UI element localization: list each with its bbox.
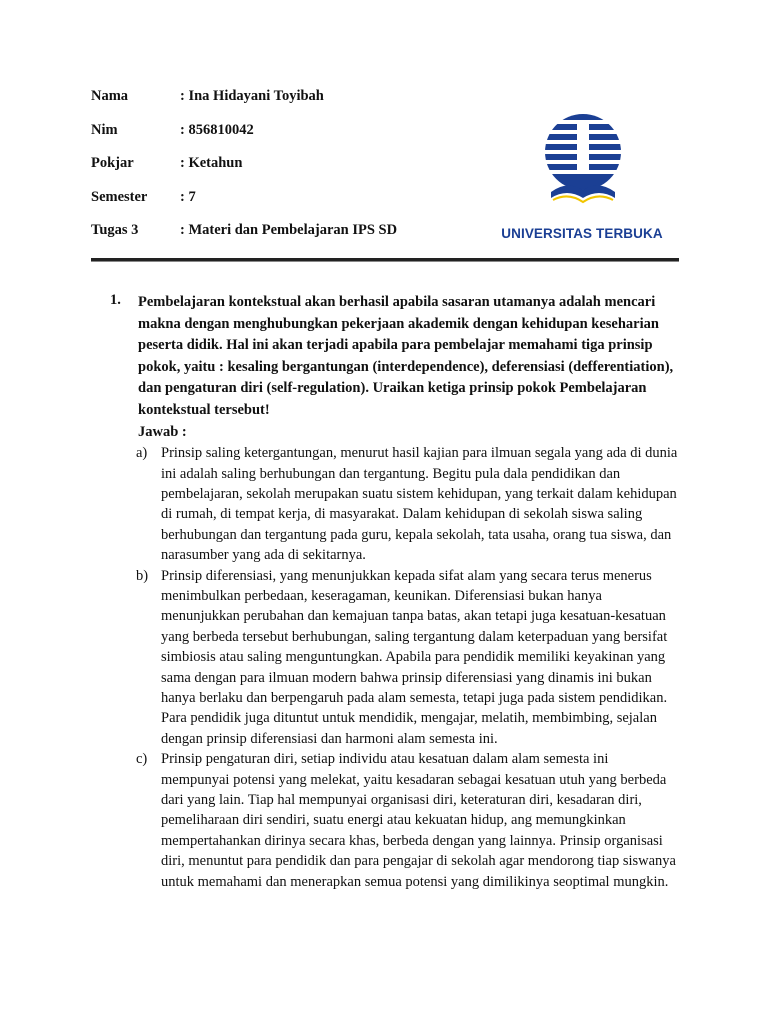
info-label: Nim: [91, 121, 118, 138]
answer-label: Jawab :: [138, 423, 187, 440]
answer-text: Prinsip diferensiasi, yang menunjukkan kepada sifat alam yang secara terus menerus menimbulkan perbedaan, keseragaman, keunikan. Diferensiasi bukan hanya menunjukkan perubahan dan kemajuan tanpa batas, akan tetapi juga kesatuan-kesatuan yang berbeda tersebut berhubungan, saling tergantung dalam keterpaduan yang bersifat simbiosis atau saling menguntungkan. Apabila para pendidik memiliki keyakinan yang sama dengan para ilmuan modern bahwa prinsip diferensiasi yang dinamis ini bukan hanya berlaku dan berpengaruh pada alam semesta, tetapi juga pada sistem pendidikan. Para pendidik juga dituntut untuk mendidik, mengajar, melatih, membimbing, sejalan dengan prinsip diferensiasi dan harmoni alam semesta ini.: [161, 567, 668, 747]
answer-marker: b): [136, 567, 149, 584]
info-value: : 856810042: [180, 121, 254, 138]
answer-text: Prinsip saling ketergantungan, menurut hasil kajian para ilmuan segala yang ada di dunia ini adalah saling berhubungan dan tergantung. Begitu pula dala pendidikan dan pembelajaran, sekolah merupakan suatu sistem kehidupan, yang terkait dalam kehidupan di rumah, di tempat kerja, di masyarakat. Dalam kehidupan di sekolah siswa saling berhubungan dan tergantung pada guru, kepala sekolah, tata usaha, orang tua siswa, dan narasumber yang ada di sekitarnya.: [161, 445, 678, 564]
info-label: Nama: [91, 88, 129, 104]
info-label: Pokjar: [91, 155, 134, 171]
answer-list: [110, 443, 680, 892]
answer-item-a: [136, 443, 680, 565]
answer-item-c: [136, 749, 680, 892]
question-number: 1.: [110, 292, 121, 308]
info-value: : 7: [180, 188, 196, 205]
answer-marker: c): [136, 751, 148, 768]
university-logo: [497, 110, 667, 250]
info-label: Tugas 3: [91, 222, 139, 238]
header-divider: [91, 258, 679, 262]
info-value: : Ina Hidayani Toyibah: [180, 88, 324, 104]
ut-emblem-icon: [543, 110, 623, 220]
answer-item-b: [136, 566, 680, 750]
answer-text: Prinsip pengaturan diri, setiap individu atau kesatuan dalam alam semesta ini mempunyai potensi yang melekat, yaitu kesadaran sebagai kesatuan utuh yang berbeda dari yang lain. Tiap hal mempunyai organisasi diri, keteraturan diri, kesadaran diri, pemeliharaan diri sendiri, suatu energi atau kekuatan hidup, ang memungkinkan mempertahankan dirinya secara khas, berbeda dengan yang lainnya. Prinsip organisasi diri, menuntut para pendidik dan para pengajar di sekolah agar mendorong tiap siswanya untuk memahami dan menerapkan semua potensi yang dimilikinya seoptimal mungkin.: [161, 751, 676, 890]
question-text: Pembelajaran kontekstual akan berhasil apabila sasaran utamanya adalah mencari makna dengan menghubungkan pekerjaan akademik dengan kehidupan keseharian peserta didik. Hal ini akan terjadi apabila para pembelajar memahami tiga prinsip pokok, yaitu : kesaling bergantungan (interdependence), deferensiasi (defferentiation), dan pengaturan diri (self-regulation). Uraikan ketiga prinsip pokok Pembelajaran kontekstual tersebut!: [138, 294, 674, 418]
logo-text: UNIVERSITAS TERBUKA: [501, 226, 663, 241]
answer-marker: a): [136, 445, 148, 462]
info-label: Semester: [91, 188, 148, 205]
info-value: : Ketahun: [180, 155, 243, 171]
info-value: : Materi dan Pembelajaran IPS SD: [180, 222, 398, 238]
question-1: [110, 292, 680, 892]
